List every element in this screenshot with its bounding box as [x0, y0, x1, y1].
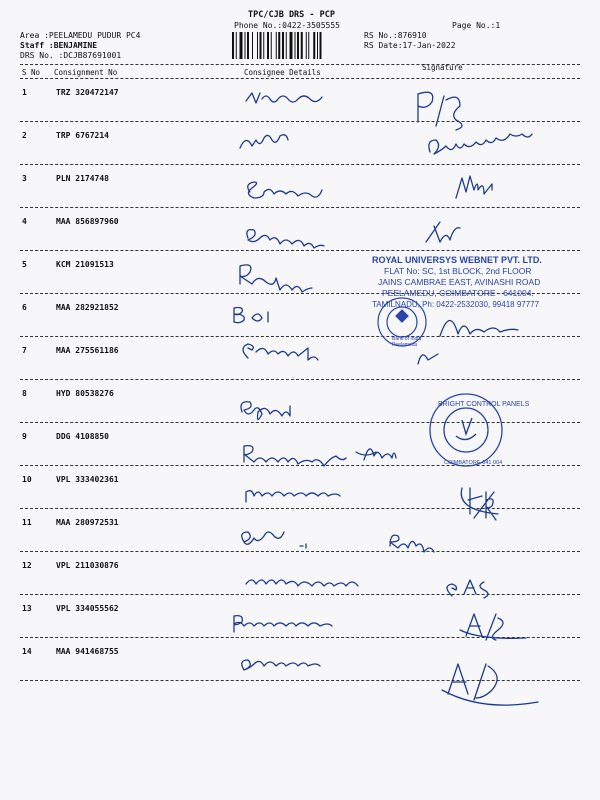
row-sno: 2: [22, 131, 27, 140]
stamp-line-3: JAINS CAMBRAE EAST, AVINASHI ROAD: [378, 277, 541, 287]
phone-number: Phone No.:0422-3505555: [234, 21, 340, 30]
row-consignment-no: HYD 80538276: [56, 389, 114, 398]
handwritten-name-7: [243, 344, 318, 360]
bank-seal-text: Bank of India: [392, 336, 422, 342]
row-sno: 13: [22, 604, 32, 613]
drs-number: DRS No. :DCJB87691001: [20, 51, 122, 60]
handwritten-name-12: [246, 580, 358, 586]
handwritten-name-5: [240, 265, 312, 292]
row-consignment-no: TRP 6767214: [56, 131, 109, 140]
row-sno: 1: [22, 88, 27, 97]
signature-1: [418, 92, 462, 130]
handwritten-name-14: [242, 660, 320, 670]
bright-seal-city: COIMBATORE-641 004: [444, 460, 503, 466]
col-consignee: Consignee Details: [244, 68, 321, 77]
row-sno: 14: [22, 647, 32, 656]
row-consignment-no: DDG 4108850: [56, 432, 109, 441]
bright-seal-text: BRIGHT CONTROL PANELS: [438, 401, 530, 408]
stamp-line-4: PEELAMEDU, COIMBATORE - 641004.: [382, 288, 534, 298]
row-sno: 11: [22, 518, 32, 527]
signature-14: [442, 664, 538, 705]
signature-12: [447, 580, 488, 598]
row-consignment-no: TRZ 320472147: [56, 88, 119, 97]
stamp-line-1: ROYAL UNIVERSYS WEBNET PVT. LTD.: [372, 255, 542, 265]
signature-10: [461, 488, 498, 520]
col-sno: S No: [22, 68, 41, 77]
bright-control-seal: [430, 394, 530, 466]
row-sno: 10: [22, 475, 32, 484]
col-consignment: Consignment No: [54, 68, 118, 77]
page-number: Page No.:1: [452, 21, 501, 30]
signature-13: [460, 614, 526, 640]
bank-seal-branch: Peelamedu: [392, 342, 418, 348]
stamp-line-2: FLAT No: SC, 1st BLOCK, 2nd FLOOR: [384, 266, 532, 276]
handwritten-name-10: [246, 491, 340, 502]
row-sno: 7: [22, 346, 27, 355]
handwritten-name-1: [246, 93, 322, 103]
rs-date: RS Date:17-Jan-2022: [364, 41, 456, 50]
handwritten-name-4: [247, 230, 324, 248]
handwritten-name-3: [248, 182, 322, 198]
area-label: Area :PEELAMEDU PUDUR PC4: [20, 31, 141, 40]
row-sno: 8: [22, 389, 27, 398]
row-sno: 5: [22, 260, 27, 269]
row-consignment-no: MAA 856897960: [56, 217, 119, 226]
handwritten-name-9: [244, 446, 346, 466]
stamp-line-5: TAMILNADU, Ph: 0422-2532030, 99418 97777: [372, 300, 540, 309]
row-sno: 3: [22, 174, 27, 183]
col-signature: Signature: [422, 63, 463, 72]
signature-3: [456, 176, 492, 198]
rs-number: RS No.:876910: [364, 31, 427, 40]
row-sno: 9: [22, 432, 27, 441]
signature-4: [426, 222, 460, 242]
staff-label: Staff :BENJAMINE: [20, 41, 98, 50]
row-consignment-no: VPL 333402361: [56, 475, 119, 484]
row-sno: 4: [22, 217, 27, 226]
row-consignment-no: PLN 2174748: [56, 174, 109, 183]
signature-5: [418, 320, 518, 364]
signature-11: [300, 535, 434, 552]
document-title: TPC/CJB DRS - PCP: [248, 10, 335, 20]
handwritten-name-6: [234, 308, 268, 323]
handwritten-name-2: [240, 135, 288, 148]
signature-9: [356, 449, 396, 460]
handwritten-name-13: [234, 616, 332, 632]
row-consignment-no: VPL 211030876: [56, 561, 119, 570]
row-consignment-no: KCM 21091513: [56, 260, 114, 269]
row-consignment-no: MAA 941468755: [56, 647, 119, 656]
company-stamp: [372, 255, 542, 309]
row-sno: 6: [22, 303, 27, 312]
row-consignment-no: MAA 275561186: [56, 346, 119, 355]
signature-2: [429, 134, 532, 154]
row-consignment-no: MAA 280972531: [56, 518, 119, 527]
handwritten-name-8: [241, 402, 290, 420]
handwritten-name-11: [242, 532, 306, 548]
row-sno: 12: [22, 561, 32, 570]
row-consignment-no: MAA 282921852: [56, 303, 119, 312]
row-consignment-no: VPL 334055562: [56, 604, 119, 613]
